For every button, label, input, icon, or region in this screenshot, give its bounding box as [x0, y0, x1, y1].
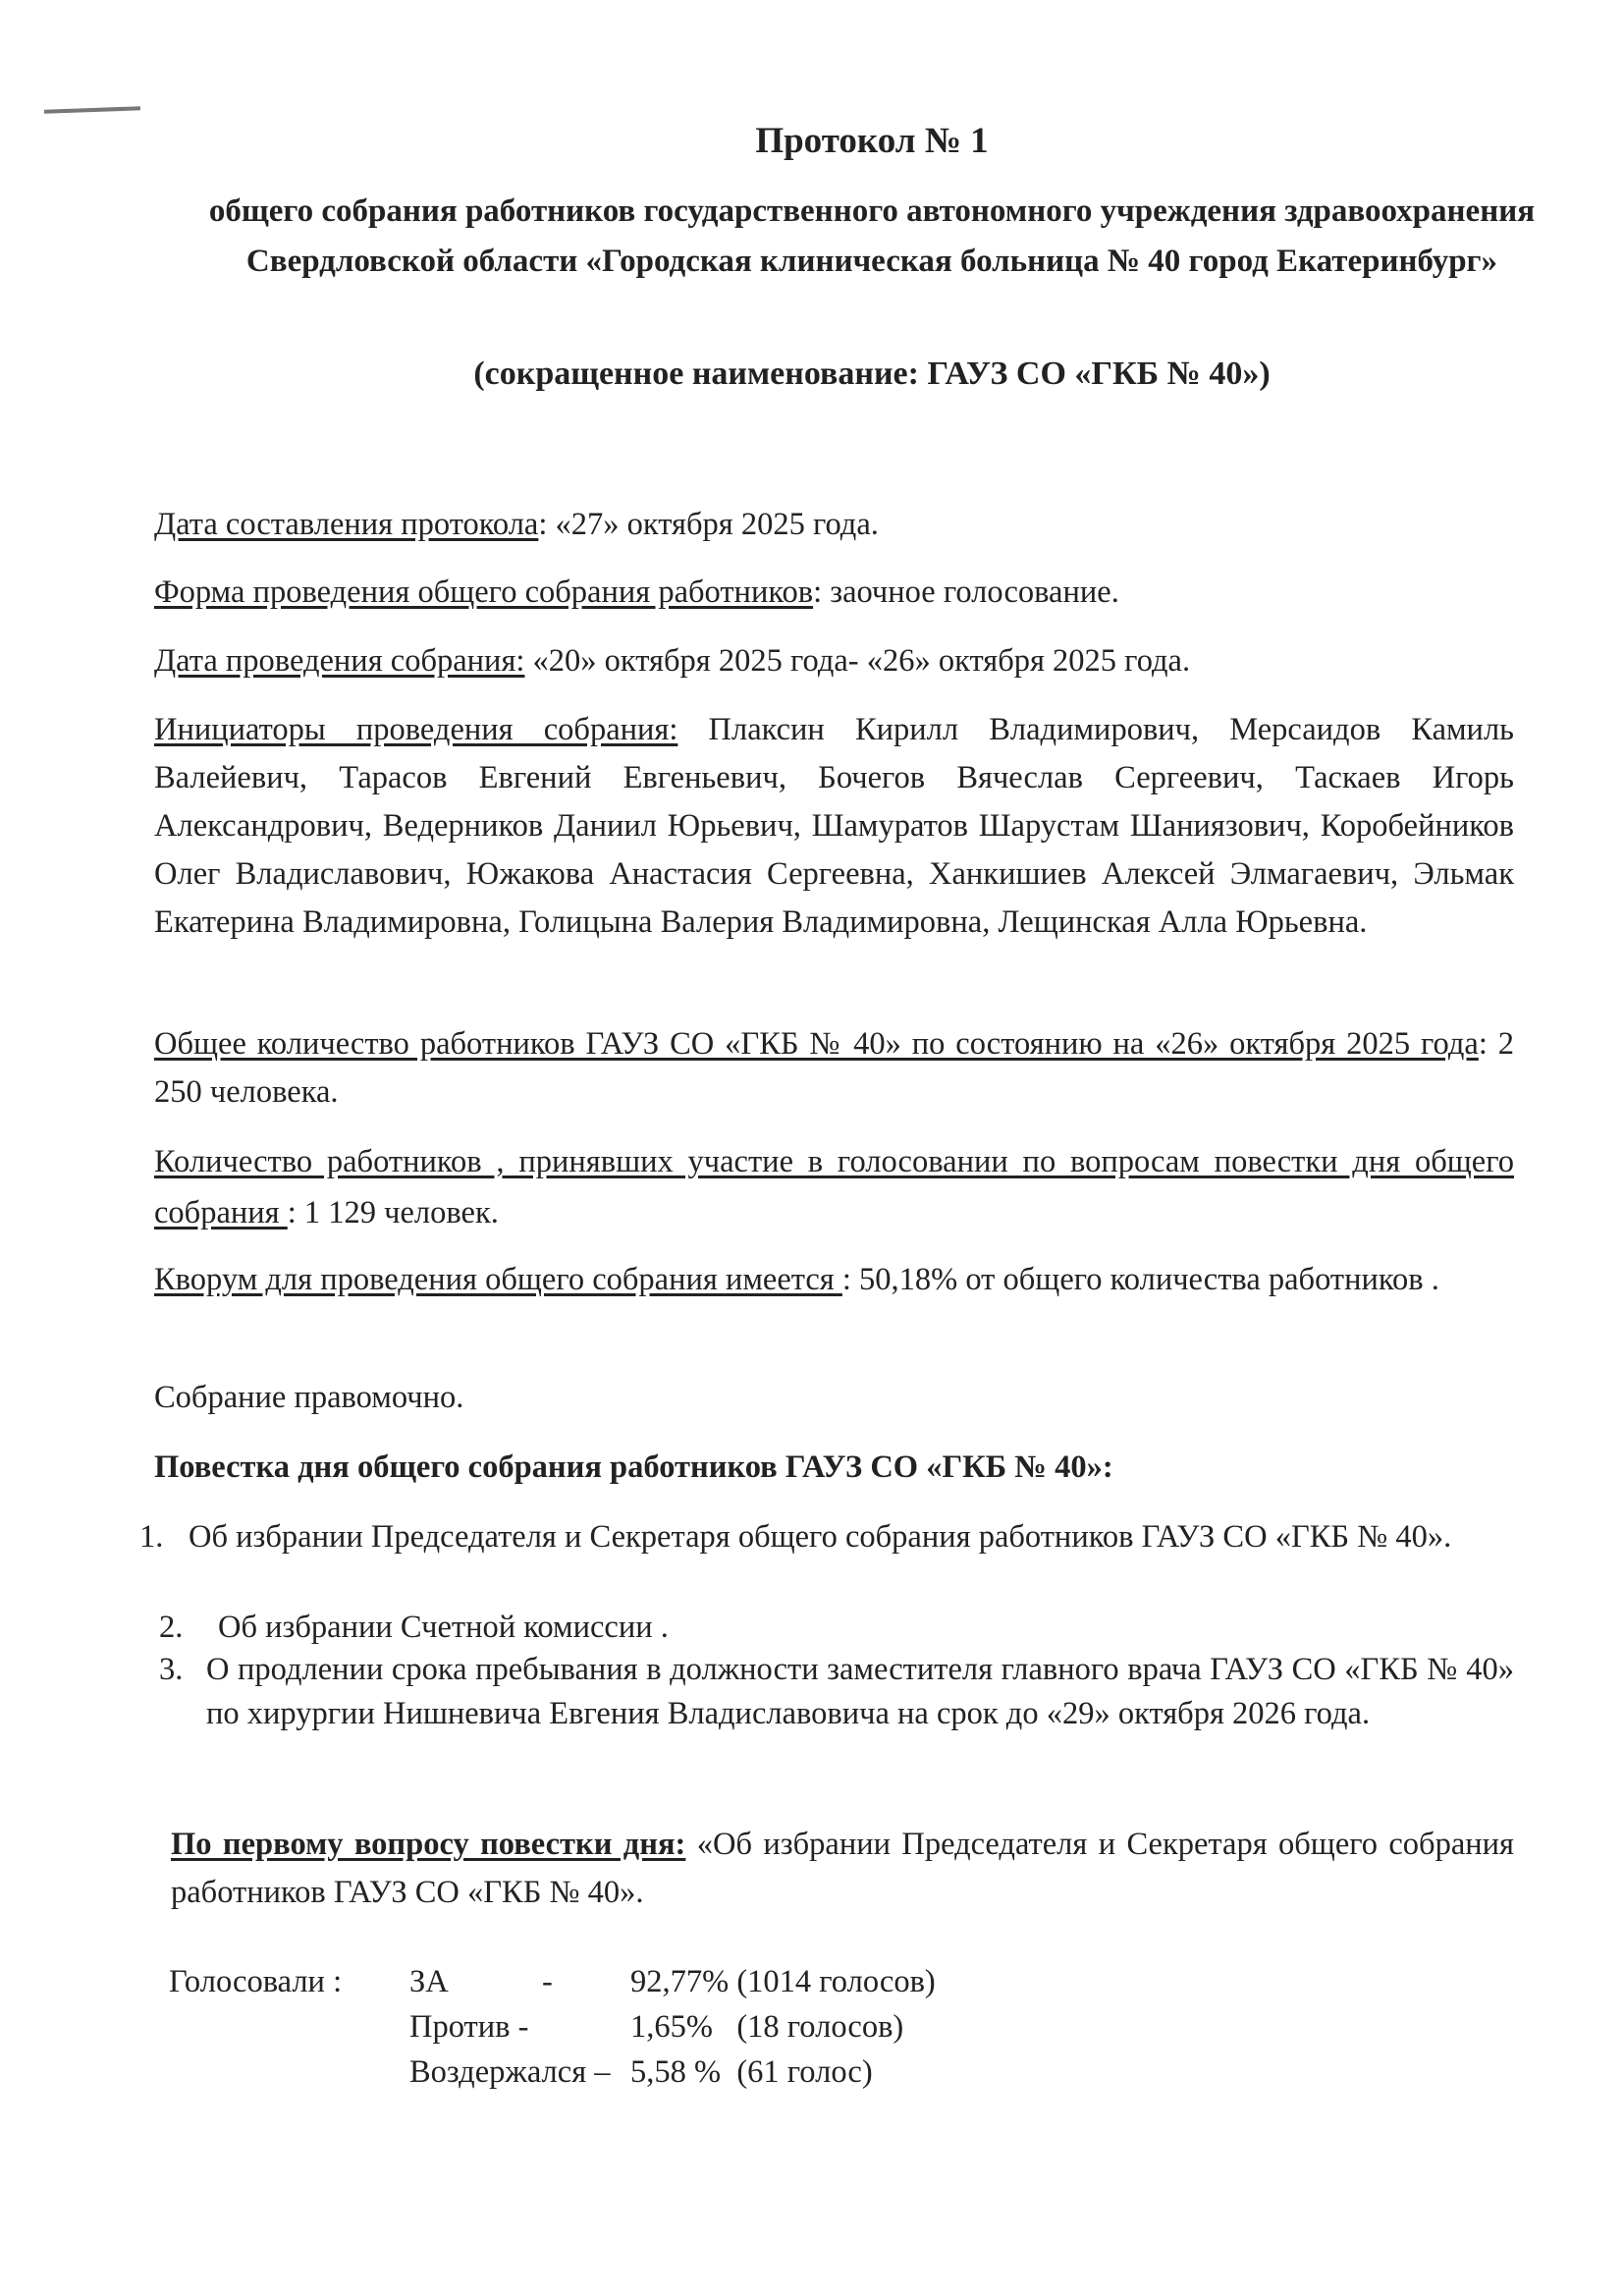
field-label: Форма проведения общего собрания работников: [154, 574, 814, 610]
field-meeting-dates: [154, 637, 1514, 685]
agenda-item-text: О продлении срока пребывания в должности заместителя главного врача ГАУЗ СО «ГКБ № 40» по хирургии Нишневича Евгения Владиславовича на срок до «29» октября 2026 года.: [206, 1652, 1514, 1731]
field-value: Плаксин Кирилл Владимирович, Мерсаидов Камиль Валейевич, Тарасов Евгений Евгеньевич, Бочегов Вячеслав Сергеевич, Таскаев Игорь Александрович, Ведерников Даниил Юрьевич, Шамуратов Шарустам Шаниязович, Коробейников Олег Владиславович, Южакова Анастасия Сергеевна, Ханкишиев Алексей Элмагаевич, Эльмак Екатерина Владимировна, Голицына Валерия Владимировна, Лещинская Алла Юрьевна.: [154, 712, 1514, 940]
field-label: Дата составления протокола: [154, 507, 539, 542]
field-value: 2 250 человека.: [154, 1026, 1514, 1110]
field-sep: :: [813, 574, 823, 610]
field-initiators: [154, 706, 1514, 947]
field-label: Инициаторы проведения собрания:: [154, 712, 678, 747]
vote-result: 5,58 % (61 голос): [630, 2054, 873, 2090]
short-name: (сокращенное наименование: ГАУЗ СО «ГКБ № 40»): [473, 355, 1271, 392]
scan-artifact-line: [44, 106, 140, 113]
field-sep: :: [287, 1195, 297, 1230]
field-label: Общее количество работников ГАУЗ СО «ГКБ № 40» по состоянию на «26» октября 2025 года: [154, 1026, 1479, 1062]
question-label: По первому вопросу повестки дня:: [171, 1827, 686, 1862]
vote-row: [169, 2004, 936, 2050]
agenda-item-number: 2.: [159, 1610, 184, 1645]
field-sep: :: [538, 507, 548, 542]
field-value: «20» октября 2025 года- «26» октября 2025 года.: [524, 643, 1191, 679]
voting-results: [169, 1959, 936, 2095]
question-text: «Об избрании Председателя и Секретаря общего собрания работников ГАУЗ СО «ГКБ № 40».: [171, 1827, 1514, 1910]
agenda-item-text: Об избрании Председателя и Секретаря общего собрания работников ГАУЗ СО «ГКБ № 40».: [189, 1519, 1452, 1555]
vote-dash: -: [542, 1964, 553, 1999]
field-meeting-form: [154, 569, 1514, 617]
field-value: заочное голосование.: [822, 574, 1119, 610]
agenda-item-number: 1.: [139, 1519, 164, 1555]
vote-result: 1,65% (18 голосов): [630, 2009, 904, 2045]
field-value: 50,18% от общего количества работников .: [850, 1262, 1439, 1297]
vote-result: 92,77% (1014 голосов): [630, 1964, 936, 1999]
field-participants: [154, 1136, 1514, 1238]
field-total-employees: [154, 1020, 1514, 1117]
vote-option: ЗА: [409, 1964, 449, 1999]
valid-statement: Собрание правомочно.: [154, 1380, 464, 1415]
field-sep: :: [841, 1262, 851, 1297]
vote-row: [169, 2050, 936, 2095]
agenda-item: [139, 1515, 1514, 1559]
question-1: [171, 1821, 1514, 1917]
field-value: «27» октября 2025 года.: [547, 507, 879, 542]
agenda-item-text: Об избрании Счетной комиссии .: [218, 1610, 669, 1645]
field-label: Количество работников , принявших участие в голосовании по вопросам повестки дня общего собрания: [154, 1144, 1514, 1230]
document-title: Протокол № 1: [755, 121, 989, 161]
field-value: 1 129 человек.: [296, 1195, 499, 1230]
agenda-item-number: 3.: [159, 1652, 184, 1687]
agenda-item: [159, 1606, 1514, 1650]
field-label: Кворум для проведения общего собрания имеется: [154, 1262, 842, 1297]
field-label: Дата проведения собрания:: [154, 643, 525, 679]
vote-row: [169, 1959, 936, 2004]
vote-option: Против -: [409, 2009, 529, 2045]
document-heading: общего собрания работников государственного автономного учреждения здравоохранения Свердловской области «Городская клиническая больница № 40 город Екатеринбург»: [208, 193, 1536, 279]
agenda-item: [159, 1648, 1514, 1736]
voting-label: Голосовали :: [169, 1964, 343, 1999]
field-quorum: [154, 1253, 1514, 1306]
vote-option: Воздержался –: [409, 2054, 611, 2090]
field-protocol-date: [154, 501, 1514, 549]
agenda-title: Повестка дня общего собрания работников ГАУЗ СО «ГКБ № 40»:: [154, 1449, 1113, 1485]
field-sep: :: [1478, 1026, 1488, 1062]
